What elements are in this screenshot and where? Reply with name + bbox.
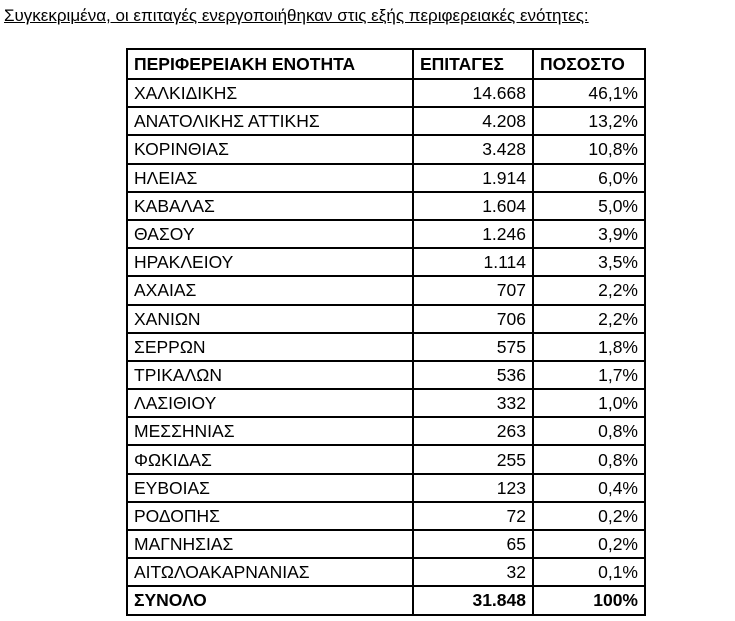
checks-cell: 536 bbox=[413, 361, 533, 389]
checks-cell: 65 bbox=[413, 530, 533, 558]
percentage-cell: 1,8% bbox=[533, 333, 645, 361]
region-cell: ΜΕΣΣΗΝΙΑΣ bbox=[127, 417, 413, 445]
percentage-cell: 3,9% bbox=[533, 220, 645, 248]
region-cell: ΜΑΓΝΗΣΙΑΣ bbox=[127, 530, 413, 558]
region-cell: ΗΛΕΙΑΣ bbox=[127, 164, 413, 192]
percentage-cell: 6,0% bbox=[533, 164, 645, 192]
total-region-cell: ΣΥΝΟΛΟ bbox=[127, 586, 413, 614]
region-cell: ΡΟΔΟΠΗΣ bbox=[127, 502, 413, 530]
checks-cell: 707 bbox=[413, 276, 533, 304]
percentage-cell: 2,2% bbox=[533, 276, 645, 304]
region-cell: ΦΩΚΙΔΑΣ bbox=[127, 445, 413, 473]
checks-cell: 255 bbox=[413, 445, 533, 473]
regional-units-table bbox=[126, 48, 646, 616]
table-row bbox=[127, 502, 645, 530]
region-cell: ΑΙΤΩΛΟΑΚΑΡΝΑΝΙΑΣ bbox=[127, 558, 413, 586]
checks-cell: 4.208 bbox=[413, 107, 533, 135]
percentage-cell: 0,4% bbox=[533, 474, 645, 502]
total-row bbox=[127, 586, 645, 614]
table-row bbox=[127, 276, 645, 304]
table-row bbox=[127, 530, 645, 558]
percentage-cell: 5,0% bbox=[533, 192, 645, 220]
checks-cell: 3.428 bbox=[413, 135, 533, 163]
percentage-cell: 1,7% bbox=[533, 361, 645, 389]
column-header-checks: ΕΠΙΤΑΓΕΣ bbox=[413, 49, 533, 79]
table-body bbox=[127, 79, 645, 615]
table-row bbox=[127, 135, 645, 163]
table-row bbox=[127, 417, 645, 445]
region-cell: ΘΑΣΟΥ bbox=[127, 220, 413, 248]
total-percentage-cell: 100% bbox=[533, 586, 645, 614]
total-checks-cell: 31.848 bbox=[413, 586, 533, 614]
region-cell: ΤΡΙΚΑΛΩΝ bbox=[127, 361, 413, 389]
table-row bbox=[127, 220, 645, 248]
checks-cell: 706 bbox=[413, 305, 533, 333]
region-cell: ΚΟΡΙΝΘΙΑΣ bbox=[127, 135, 413, 163]
checks-cell: 14.668 bbox=[413, 79, 533, 107]
table-header-row bbox=[127, 49, 645, 79]
checks-cell: 1.604 bbox=[413, 192, 533, 220]
region-cell: ΗΡΑΚΛΕΙΟΥ bbox=[127, 248, 413, 276]
percentage-cell: 0,8% bbox=[533, 417, 645, 445]
percentage-cell: 3,5% bbox=[533, 248, 645, 276]
percentage-cell: 10,8% bbox=[533, 135, 645, 163]
percentage-cell: 2,2% bbox=[533, 305, 645, 333]
percentage-cell: 0,1% bbox=[533, 558, 645, 586]
checks-cell: 123 bbox=[413, 474, 533, 502]
column-header-region: ΠΕΡΙΦΕΡΕΙΑΚΗ ΕΝΟΤΗΤΑ bbox=[127, 49, 413, 79]
checks-cell: 1.246 bbox=[413, 220, 533, 248]
percentage-cell: 0,2% bbox=[533, 530, 645, 558]
checks-cell: 263 bbox=[413, 417, 533, 445]
checks-cell: 32 bbox=[413, 558, 533, 586]
table-row bbox=[127, 79, 645, 107]
table-row bbox=[127, 445, 645, 473]
region-cell: ΣΕΡΡΩΝ bbox=[127, 333, 413, 361]
region-cell: ΑΧΑΙΑΣ bbox=[127, 276, 413, 304]
region-cell: ΧΑΛΚΙΔΙΚΗΣ bbox=[127, 79, 413, 107]
column-header-percentage: ΠΟΣΟΣΤΟ bbox=[533, 49, 645, 79]
checks-cell: 332 bbox=[413, 389, 533, 417]
region-cell: ΚΑΒΑΛΑΣ bbox=[127, 192, 413, 220]
table-row bbox=[127, 389, 645, 417]
checks-cell: 1.114 bbox=[413, 248, 533, 276]
table-row bbox=[127, 107, 645, 135]
table-row bbox=[127, 164, 645, 192]
checks-cell: 1.914 bbox=[413, 164, 533, 192]
region-cell: ΑΝΑΤΟΛΙΚΗΣ ΑΤΤΙΚΗΣ bbox=[127, 107, 413, 135]
intro-text: Συγκεκριμένα, οι επιταγές ενεργοποιήθηκαν στις εξής περιφερειακές ενότητες: bbox=[4, 6, 589, 25]
table-row bbox=[127, 305, 645, 333]
percentage-cell: 1,0% bbox=[533, 389, 645, 417]
region-cell: ΛΑΣΙΘΙΟΥ bbox=[127, 389, 413, 417]
table-row bbox=[127, 333, 645, 361]
percentage-cell: 13,2% bbox=[533, 107, 645, 135]
table-row bbox=[127, 474, 645, 502]
table-row bbox=[127, 361, 645, 389]
table-row bbox=[127, 192, 645, 220]
region-cell: ΕΥΒΟΙΑΣ bbox=[127, 474, 413, 502]
percentage-cell: 0,2% bbox=[533, 502, 645, 530]
percentage-cell: 0,8% bbox=[533, 445, 645, 473]
checks-cell: 575 bbox=[413, 333, 533, 361]
table-row bbox=[127, 248, 645, 276]
region-cell: ΧΑΝΙΩΝ bbox=[127, 305, 413, 333]
table-row bbox=[127, 558, 645, 586]
checks-cell: 72 bbox=[413, 502, 533, 530]
percentage-cell: 46,1% bbox=[533, 79, 645, 107]
